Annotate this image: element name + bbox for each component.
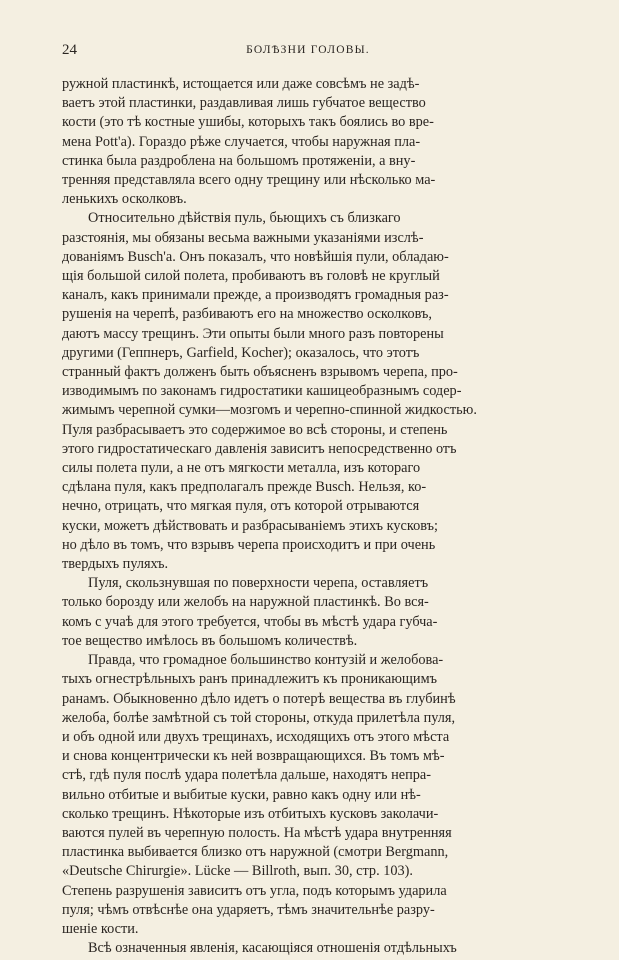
text-line: ленькихъ осколковъ.	[62, 191, 187, 208]
text-line: пластинка выбивается близко отъ наружной (смотри Bergmann,	[62, 844, 449, 861]
text-line: кости (это тѣ костные ушибы, которыхъ такъ боялись во вре-	[62, 114, 434, 131]
text-line: щія большой силой полета, пробиваютъ въ головѣ не круглый	[62, 268, 440, 285]
text-line: разстоянія, мы обязаны весьма важными указаніями изслѣ-	[62, 229, 424, 246]
text-line: и объ одной или двухъ трещинахъ, исходящихъ отъ этого мѣста	[62, 728, 450, 745]
page-number: 24	[62, 42, 77, 58]
text-line: куски, можетъ дѣйствовать и разбрасываніемъ этихъ кусковъ;	[62, 517, 438, 534]
text-line: Пуля, скользнувшая по поверхности черепа, оставляетъ	[88, 575, 429, 592]
text-line: мена Pott'a). Гораздо рѣже случается, чтобы наружная пла-	[62, 133, 421, 150]
text-line: даютъ массу трещинъ. Эти опыты были много разъ повторены	[62, 325, 444, 342]
text-line: ваются пулей въ черепную полость. На мѣстѣ удара внутренняя	[62, 824, 452, 841]
paragraph	[62, 574, 554, 651]
text-line: сдѣлана пуля, какъ предполагалъ прежде Busch. Нельзя, ко-	[62, 479, 427, 496]
running-title: БОЛѢЗНИ ГОЛОВЫ.	[246, 44, 370, 56]
text-line: Всѣ означенныя явленія, касающіяся отношенія отдѣльныхъ	[88, 940, 457, 957]
page-header	[62, 42, 554, 62]
text-line: каналъ, какъ принимали прежде, а производятъ громадныя раз-	[62, 287, 449, 304]
text-line: стѣ, гдѣ пуля послѣ удара полетѣла дальше, находятъ непра-	[62, 767, 431, 784]
text-line: Относительно дѣйствія пуль, бьющихъ съ близкаго	[88, 210, 401, 227]
paragraph	[62, 209, 554, 574]
text-line: комъ с учаѣ для этого требуется, чтобы въ мѣстѣ удара губча-	[62, 613, 438, 630]
text-line: силы полета пули, а не отъ мягкости металла, изъ котораго	[62, 460, 421, 477]
text-line: изводимымъ по законамъ гидростатики кашицеобразнымъ содер-	[62, 383, 462, 400]
paragraph	[62, 651, 554, 939]
text-line: и снова концентрически къ ней возвращающихся. Въ томъ мѣ-	[62, 748, 445, 765]
text-line: только борозду или желобъ на наружной пластинкѣ. Во вся-	[62, 594, 429, 611]
text-line: стинка была раздроблена на большомъ протяженіи, а вну-	[62, 152, 416, 169]
text-line: ранамъ. Обыкновенно дѣло идетъ о потерѣ вещества въ глубинѣ	[62, 690, 456, 707]
text-line: шеніе кости.	[62, 920, 139, 937]
text-line: Правда, что громадное большинство контузій и желобова-	[88, 652, 444, 669]
text-line: этого гидростатическаго давленія зависитъ непосредственно отъ	[62, 440, 457, 457]
text-line: тое вещество имѣлось въ большомъ количествѣ.	[62, 632, 358, 649]
text-line: вильно отбитые и выбитые куски, равно какъ одну или нѣ-	[62, 786, 421, 803]
text-line: дованіямъ Busch'a. Онъ показалъ, что новѣйшія пули, обладаю-	[62, 248, 449, 265]
paragraph	[62, 939, 554, 958]
text-line: тыхъ огнестрѣльныхъ ранъ принадлежитъ къ проникающимъ	[62, 671, 438, 688]
text-line: Пуля разбрасываетъ это содержимое во всѣ стороны, и степень	[62, 421, 448, 438]
text-line: рушенія на черепѣ, разбиваютъ его на множество осколковъ,	[62, 306, 432, 323]
text-line: пуля; чѣмъ отвѣснѣе она ударяетъ, тѣмъ значительнѣе разру-	[62, 901, 435, 918]
text-line: нечно, отрицать, что мягкая пуля, отъ которой отрываются	[62, 498, 420, 515]
text-line: но дѣло въ томъ, что взрывъ черепа происходитъ и при очень	[62, 536, 436, 553]
text-line: жимымъ черепной сумки—мозгомъ и черепно-спинной жидкостью.	[62, 402, 477, 419]
text-line: ружной пластинкѣ, истощается или даже совсѣмъ не задѣ-	[62, 76, 420, 92]
text-line: сколько трещинъ. Нѣкоторые изъ отбитыхъ кусковъ заколачи-	[62, 805, 439, 822]
text-line: «Deutsche Chirurgie». Lücke — Billroth, вып. 30, стр. 103).	[62, 863, 413, 880]
text-line: Степень разрушенія зависитъ отъ угла, подъ которымъ ударила	[62, 882, 447, 899]
text-line: желоба, болѣе замѣтной съ той стороны, откуда прилетѣла пуля,	[62, 709, 456, 726]
text-line: ваетъ этой пластинки, раздавливая лишь губчатое вещество	[62, 95, 426, 112]
body-text	[62, 75, 554, 958]
text-line: твердыхъ пуляхъ.	[62, 556, 169, 573]
text-line: тренняя представляла всего одну трещину или нѣсколько ма-	[62, 172, 436, 189]
text-line: другими (Геппнеръ, Garfield, Kocher); оказалось, что этотъ	[62, 344, 420, 361]
paragraph	[62, 75, 554, 209]
text-line: странный фактъ долженъ быть объясненъ взрывомъ черепа, про-	[62, 364, 458, 381]
